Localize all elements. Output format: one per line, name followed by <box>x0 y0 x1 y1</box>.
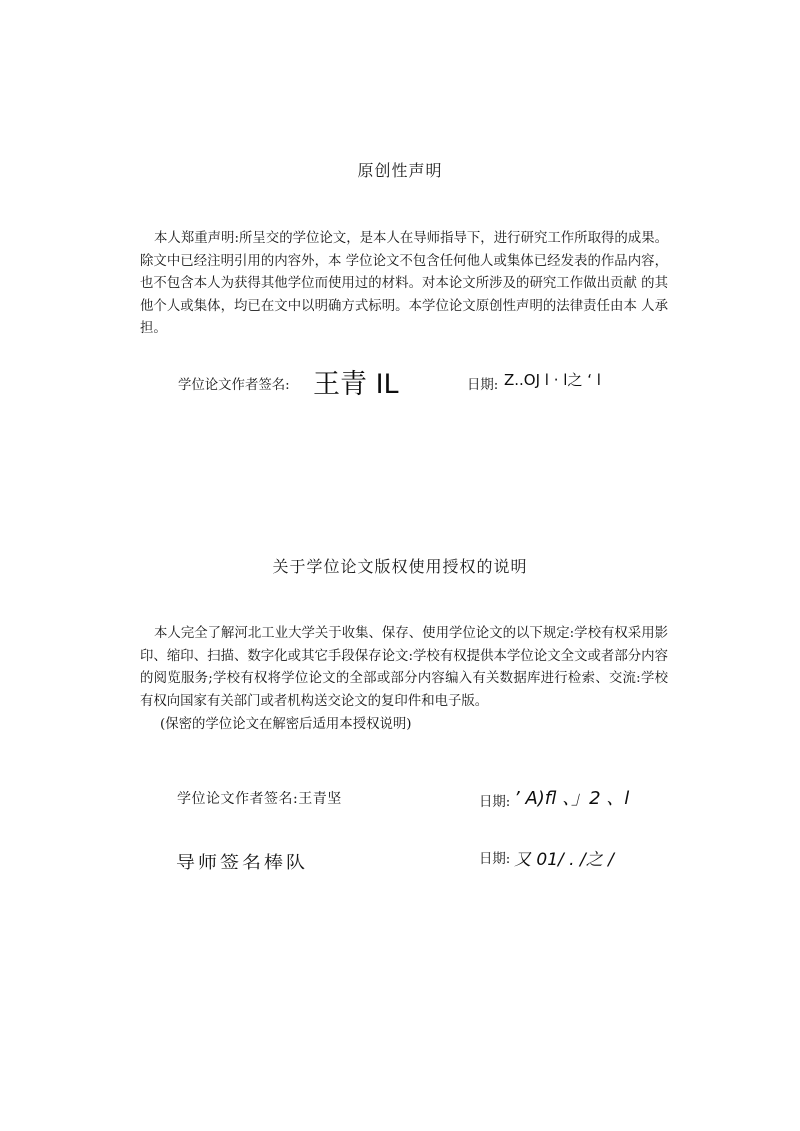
advisor-date-label: 日期: <box>479 852 511 867</box>
authorization-title: 关于学位论文版权使用授权的说明 <box>272 557 528 576</box>
originality-title: 原创性声明 <box>357 161 443 180</box>
authorization-body-text: 本人完全了解河北工业大学关于收集、保存、使用学位论文的以下规定:学校有权采用影印、缩印、扫描、数字化或其它手段保存论文:学校有权提供本学位论文全文或者部分内容的阅览服务;学校有权将学位论文的全部或部分内容编入有关数据库进行检索、交流:学校有权向国家有关部门或者机构送交论文的复印件和电子版。 <box>140 626 668 709</box>
authorization-author-date-label: 日期: <box>479 795 511 810</box>
advisor-signature-line: 导师签名棒队 <box>176 852 309 873</box>
authorization-note: (保密的学位论文在解密后适用本授权说明) <box>160 717 412 732</box>
authorization-body <box>140 623 668 713</box>
advisor-date-value: 又 01/ . /之 / <box>514 850 614 870</box>
originality-author-label: 学位论文作者签名: <box>178 378 290 393</box>
originality-date-value: Z..OJ l · l之 ‘ l <box>504 371 601 389</box>
authorization-author-date-value: ’ A)fl 、」2 、l <box>514 788 630 809</box>
authorization-author-line: 学位论文作者签名:王青坚 <box>177 791 342 807</box>
originality-body-text: 本人郑重声明:所呈交的学位论文，是本人在导师指导下，进行研究工作所取得的成果。除文中已经注明引用的内容外，本 学位论文不包含任何他人或集体已经发表的作品内容，也不包含本人为获得其他学位而使用过的材料。对本论文所涉及的研究工作做出贡献 的其他个人或集体，均已在文中以明确方式标明。本学位论文原创性声明的法律责任由本 人承担。 <box>140 231 668 336</box>
originality-body <box>140 228 668 341</box>
originality-author-signature: 王青 IL <box>313 369 399 400</box>
originality-date-label: 日期: <box>467 378 499 393</box>
